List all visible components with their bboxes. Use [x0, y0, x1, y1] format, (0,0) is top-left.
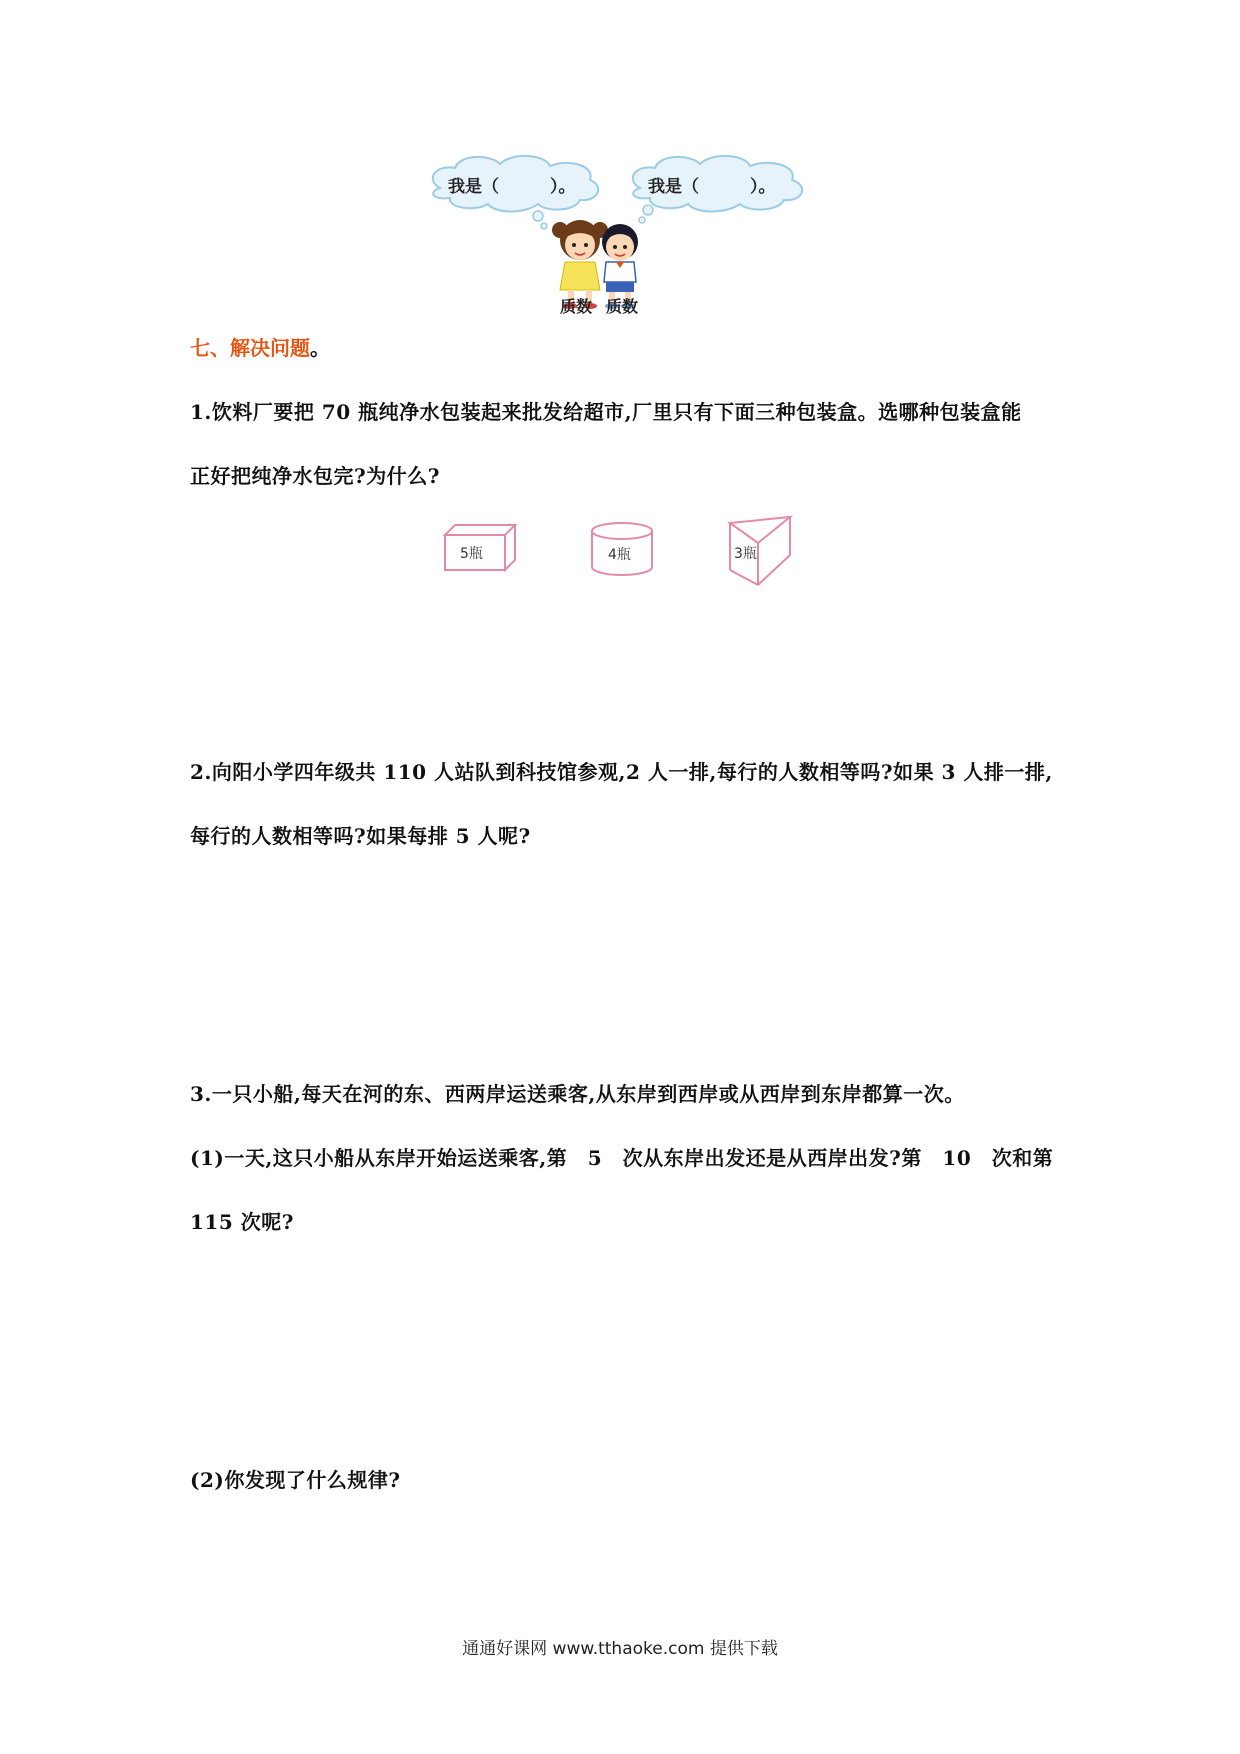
thought-bubble-right: [633, 156, 802, 223]
box-prism-label: 3瓶: [734, 546, 757, 562]
question-1-line-1: 1.饮料厂要把 70 瓶纯净水包装起来批发给超市,厂里只有下面三种包装盒。选哪种包装盒能: [190, 400, 1022, 424]
bubble-right-text: 我是（ ）。: [648, 177, 776, 197]
question-2-line-2: 每行的人数相等吗?如果每排 5 人呢?: [190, 824, 531, 848]
box-triangular-prism: [730, 517, 790, 585]
question-1-line-2: 正好把纯净水包完?为什么?: [190, 464, 440, 488]
section-title-punct: 。: [310, 336, 330, 360]
girl-figure: [552, 220, 608, 309]
kids-illustration: [420, 150, 820, 320]
question-3-line-1: 3.一只小船,每天在河的东、西两岸运送乘客,从东岸到西岸或从西岸到东岸都算一次。: [190, 1082, 965, 1106]
label-left-kid: 质数: [560, 297, 593, 316]
page-footer: 通通好课网 www.tthaoke.com 提供下载: [462, 1639, 778, 1659]
label-right-kid: 质数: [606, 297, 639, 316]
box-cuboid-label: 5瓶: [460, 546, 483, 562]
section-title: [190, 332, 330, 361]
thought-bubble-left: [433, 156, 598, 229]
section-title-text: 七、解决问题: [190, 336, 310, 360]
package-boxes: [440, 515, 800, 595]
box-cuboid: [445, 525, 515, 570]
box-cylinder: [592, 523, 652, 575]
question-3-1-line-2: 115 次呢?: [190, 1210, 294, 1234]
bubble-left-text: 我是（ ）。: [448, 177, 576, 197]
question-3-2: (2)你发现了什么规律?: [190, 1468, 401, 1492]
question-3-1-line-1: (1)一天,这只小船从东岸开始运送乘客,第 5 次从东岸出发还是从西岸出发?第 10 次和第: [190, 1146, 1054, 1170]
question-2-line-1: 2.向阳小学四年级共 110 人站队到科技馆参观,2 人一排,每行的人数相等吗?如果 3 人排一排,: [190, 760, 1053, 784]
box-cylinder-label: 4瓶: [608, 547, 631, 563]
